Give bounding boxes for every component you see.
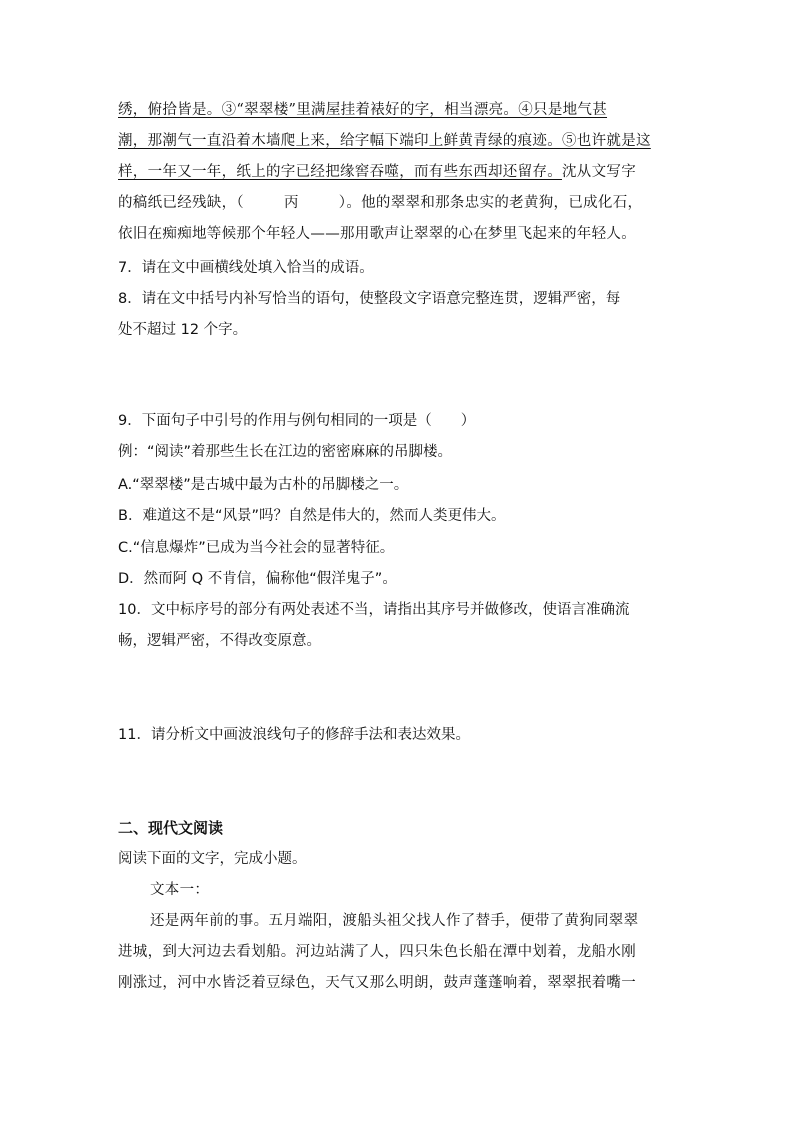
question-9-option-c: C.“信息爆炸”已成为当今社会的显著特征。 (118, 540, 395, 556)
question-9-option-b: B．难道这不是“风景”吗？自然是伟大的，然而人类更伟大。 (118, 508, 506, 524)
question-8-line-2: 处不超过 12 个字。 (118, 322, 248, 338)
passage-text: ）。他的翠翠和那条忠实的老黄狗，已成化石， (338, 195, 643, 211)
passage-line-1 (118, 99, 678, 121)
passage-text: 依旧在痴痴地等候那个年轻人——那用歌声让翠翠的心在梦里飞起来的年轻人。 (118, 226, 636, 242)
passage-line-4 (118, 192, 678, 214)
section-heading: 二、现代文阅读 (118, 819, 224, 837)
passage-line-3 (118, 161, 678, 183)
passage-text: 的稿纸已经残缺，（ (118, 195, 244, 211)
underlined-sentence: 绣，俯拾皆是。③“翠翠楼”里满屋挂着裱好的字，相当漂亮。④只是地气甚 (118, 102, 608, 118)
blank-label: 丙 (283, 195, 299, 211)
section-instruction: 阅读下面的文字，完成小题。 (118, 851, 307, 867)
question-8-line-1: 8．请在文中括号内补写恰当的语句，使整段文字语意完整连贯，逻辑严密，每 (118, 291, 621, 307)
paragraph-line-2: 进城，到大河边去看划船。河边站满了人，四只朱色长船在潭中划着，龙船水刚 (118, 944, 636, 960)
underlined-sentence: 潮，那潮气一直沿着木墙爬上来，给字幅下端印上鲜黄青绿的痕迹。⑤也许就是这 (118, 133, 651, 149)
question-9-option-a: A.“翠翠楼”是古城中最为古朴的吊脚楼之一。 (118, 477, 409, 493)
text-label: 文本一： (150, 882, 210, 898)
question-9-example: 例：“阅读”着那些生长在江边的密密麻麻的吊脚楼。 (118, 444, 453, 460)
question-10-line-1: 10．文中标序号的部分有两处表述不当，请指出其序号并做修改，使语言准确流 (118, 602, 630, 618)
passage-text: 沈从文写字 (562, 164, 636, 180)
question-9: 9．下面句子中引号的作用与例句相同的一项是（ ） (118, 413, 476, 429)
paragraph-line-3: 刚涨过，河中水皆泛着豆绿色，天气又那么明朗，鼓声蓬蓬响着，翠翠抿着嘴一 (118, 975, 636, 991)
question-7: 7．请在文中画横线处填入恰当的成语。 (118, 260, 374, 276)
question-11: 11．请分析文中画波浪线句子的修辞手法和表达效果。 (118, 727, 470, 743)
question-9-option-d: D．然而阿 Q 不肯信，偏称他“假洋鬼子”。 (118, 571, 397, 587)
underlined-sentence: 样，一年又一年，纸上的字已经把缘窖吞噬，而有些东西却还留存。 (118, 164, 562, 180)
paragraph-line-1: 还是两年前的事。五月端阳，渡船头祖父找人作了替手，便带了黄狗同翠翠 (150, 913, 639, 929)
passage-line-5 (118, 223, 678, 245)
passage-line-2 (118, 130, 678, 152)
question-10-line-2: 畅，逻辑严密，不得改变原意。 (118, 633, 321, 649)
